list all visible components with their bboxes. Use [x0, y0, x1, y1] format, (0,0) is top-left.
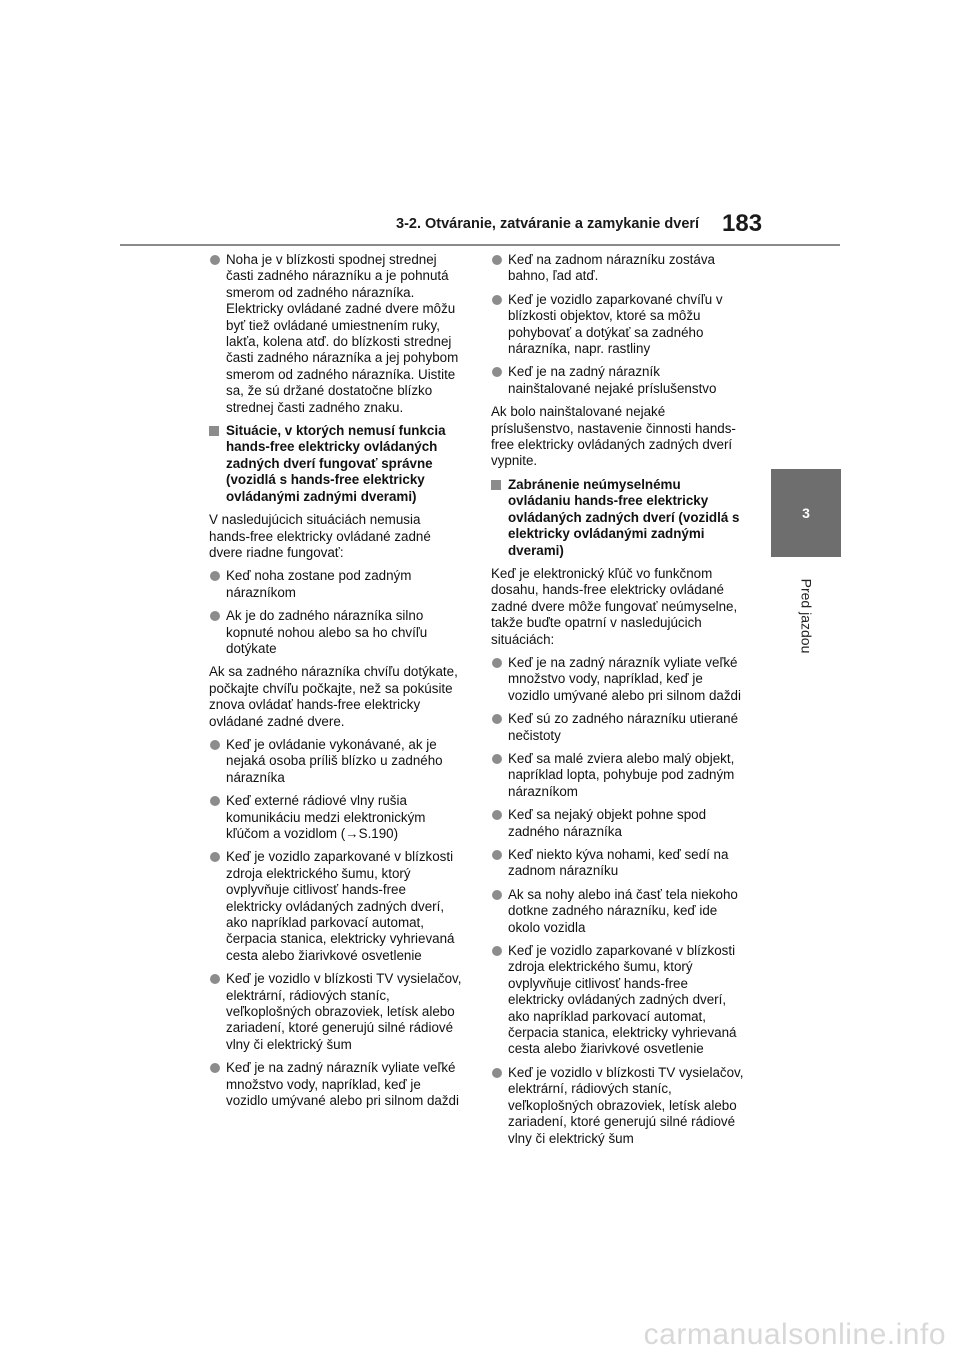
- bullet-item: Keď niekto kýva nohami, keď sedí na zadnom nárazníku: [491, 847, 746, 880]
- bullet-item: Ak je do zadného nárazníka silno kopnuté nohou alebo sa ho chvíľu dotýkate: [209, 608, 464, 657]
- header-divider: [120, 244, 840, 246]
- right-column: [491, 252, 746, 1154]
- paragraph: Ak bolo nainštalované nejaké príslušenstvo, nastavenie činnosti hands-free elektricky ovládaných zadných dverí vypnite.: [491, 404, 736, 469]
- paragraph: V nasledujúcich situáciách nemusia hands-free elektricky ovládané zadné dvere riadne fungovať:: [209, 512, 431, 560]
- bullet-item: Noha je v blízkosti spodnej strednej časti zadného nárazníku a je pohnutá smerom od zadného nárazníka. Elektricky ovládané zadné dvere môžu byť tiež ovládané umiestnením ruky, lakťa, kolena atď. do blízkosti strednej časti zadného nárazníka a jej pohybom smerom od zadného nárazníka. Uistite sa, že sú držané dostatočne blízko strednej časti zadného znaku.: [209, 252, 464, 416]
- chapter-tab[interactable]: [771, 469, 841, 557]
- left-column: [209, 252, 464, 1117]
- bullet-item: Keď je ovládanie vykonávané, ak je nejaká osoba príliš blízko u zadného nárazníka: [209, 737, 464, 786]
- chapter-title: Pred jazdou: [798, 578, 814, 654]
- page-number: 183: [722, 210, 763, 237]
- bullet-item: Keď sa malé zviera alebo malý objekt, napríklad lopta, pohybuje pod zadným nárazníkom: [491, 751, 746, 800]
- bullet-item: Keď je vozidlo v blízkosti TV vysielačov, elektrární, rádiových staníc, veľkoplošných obrazoviek, letísk alebo zariadení, ktoré generujú silné rádiové vlny či elektrický šum: [209, 971, 464, 1053]
- section-heading: Zabránenie neúmyselnému ovládaniu hands-free elektricky ovládaných zadných dverí (vozidlá s elektricky ovládanými zadnými dverami): [491, 477, 746, 559]
- bullet-item: Keď je na zadný nárazník vyliate veľké množstvo vody, napríklad, keď je vozidlo umývané alebo pri silnom daždi: [209, 1060, 464, 1109]
- bullet-item: Ak sa nohy alebo iná časť tela niekoho dotkne zadného nárazníku, keď ide okolo vozidla: [491, 887, 746, 936]
- bullet-item: Keď na zadnom nárazníku zostáva bahno, ľad atď.: [491, 252, 746, 285]
- bullet-item: Keď je vozidlo zaparkované chvíľu v blízkosti objektov, ktoré sa môžu pohybovať a dotýkať sa zadného nárazníka, napr. rastliny: [491, 292, 746, 358]
- chapter-number: 3: [802, 505, 810, 521]
- bullet-item: Keď je vozidlo zaparkované v blízkosti zdroja elektrického šumu, ktorý ovplyvňuje citlivosť hands-free elektricky ovládaných zadných dverí, ako napríklad parkovací automat, čerpacia stanica, elektricky vyhrievaná cesta alebo žiarivkové osvetlenie: [491, 943, 746, 1058]
- bullet-item: Keď noha zostane pod zadným nárazníkom: [209, 568, 464, 601]
- bullet-item: Keď sa nejaký objekt pohne spod zadného nárazníka: [491, 807, 746, 840]
- bullet-item: Keď je vozidlo v blízkosti TV vysielačov, elektrární, rádiových staníc, veľkoplošných obrazoviek, letísk alebo zariadení, ktoré generujú silné rádiové vlny či elektrický šum: [491, 1065, 746, 1147]
- paragraph: Ak sa zadného nárazníka chvíľu dotýkate, počkajte chvíľu počkajte, než sa pokúsite znova ovládať hands-free elektricky ovládané zadné dvere.: [209, 664, 458, 729]
- bullet-item: Keď je vozidlo zaparkované v blízkosti zdroja elektrického šumu, ktorý ovplyvňuje citlivosť hands-free elektricky ovládaných zadných dverí, ako napríklad parkovací automat, čerpacia stanica, elektricky vyhrievaná cesta alebo žiarivkové osvetlenie: [209, 849, 464, 964]
- bullet-item: Keď je na zadný nárazník vyliate veľké množstvo vody, napríklad, keď je vozidlo umývané alebo pri silnom daždi: [491, 655, 746, 704]
- bullet-item: Keď externé rádiové vlny rušia komunikáciu medzi elektronickým kľúčom a vozidlom (→S.190): [209, 793, 464, 842]
- chapter-title-vertical: [779, 566, 833, 666]
- bullet-item: Keď sú zo zadného nárazníku utierané nečistoty: [491, 711, 746, 744]
- watermark: carmanualsonline.info: [643, 1318, 946, 1351]
- paragraph: Keď je elektronický kľúč vo funkčnom dosahu, hands-free elektricky ovládané zadné dvere môže fungovať neúmyselne, takže buďte opatrní v nasledujúcich situáciách:: [491, 565, 738, 647]
- section-heading: Situácie, v ktorých nemusí funkcia hands-free elektricky ovládaných zadných dverí fungovať správne (vozidlá s hands-free elektricky ovládanými zadnými dverami): [209, 423, 464, 505]
- bullet-item: Keď je na zadný nárazník nainštalované nejaké príslušenstvo: [491, 364, 746, 397]
- section-title: 3-2. Otváranie, zatváranie a zamykanie dverí: [396, 216, 700, 232]
